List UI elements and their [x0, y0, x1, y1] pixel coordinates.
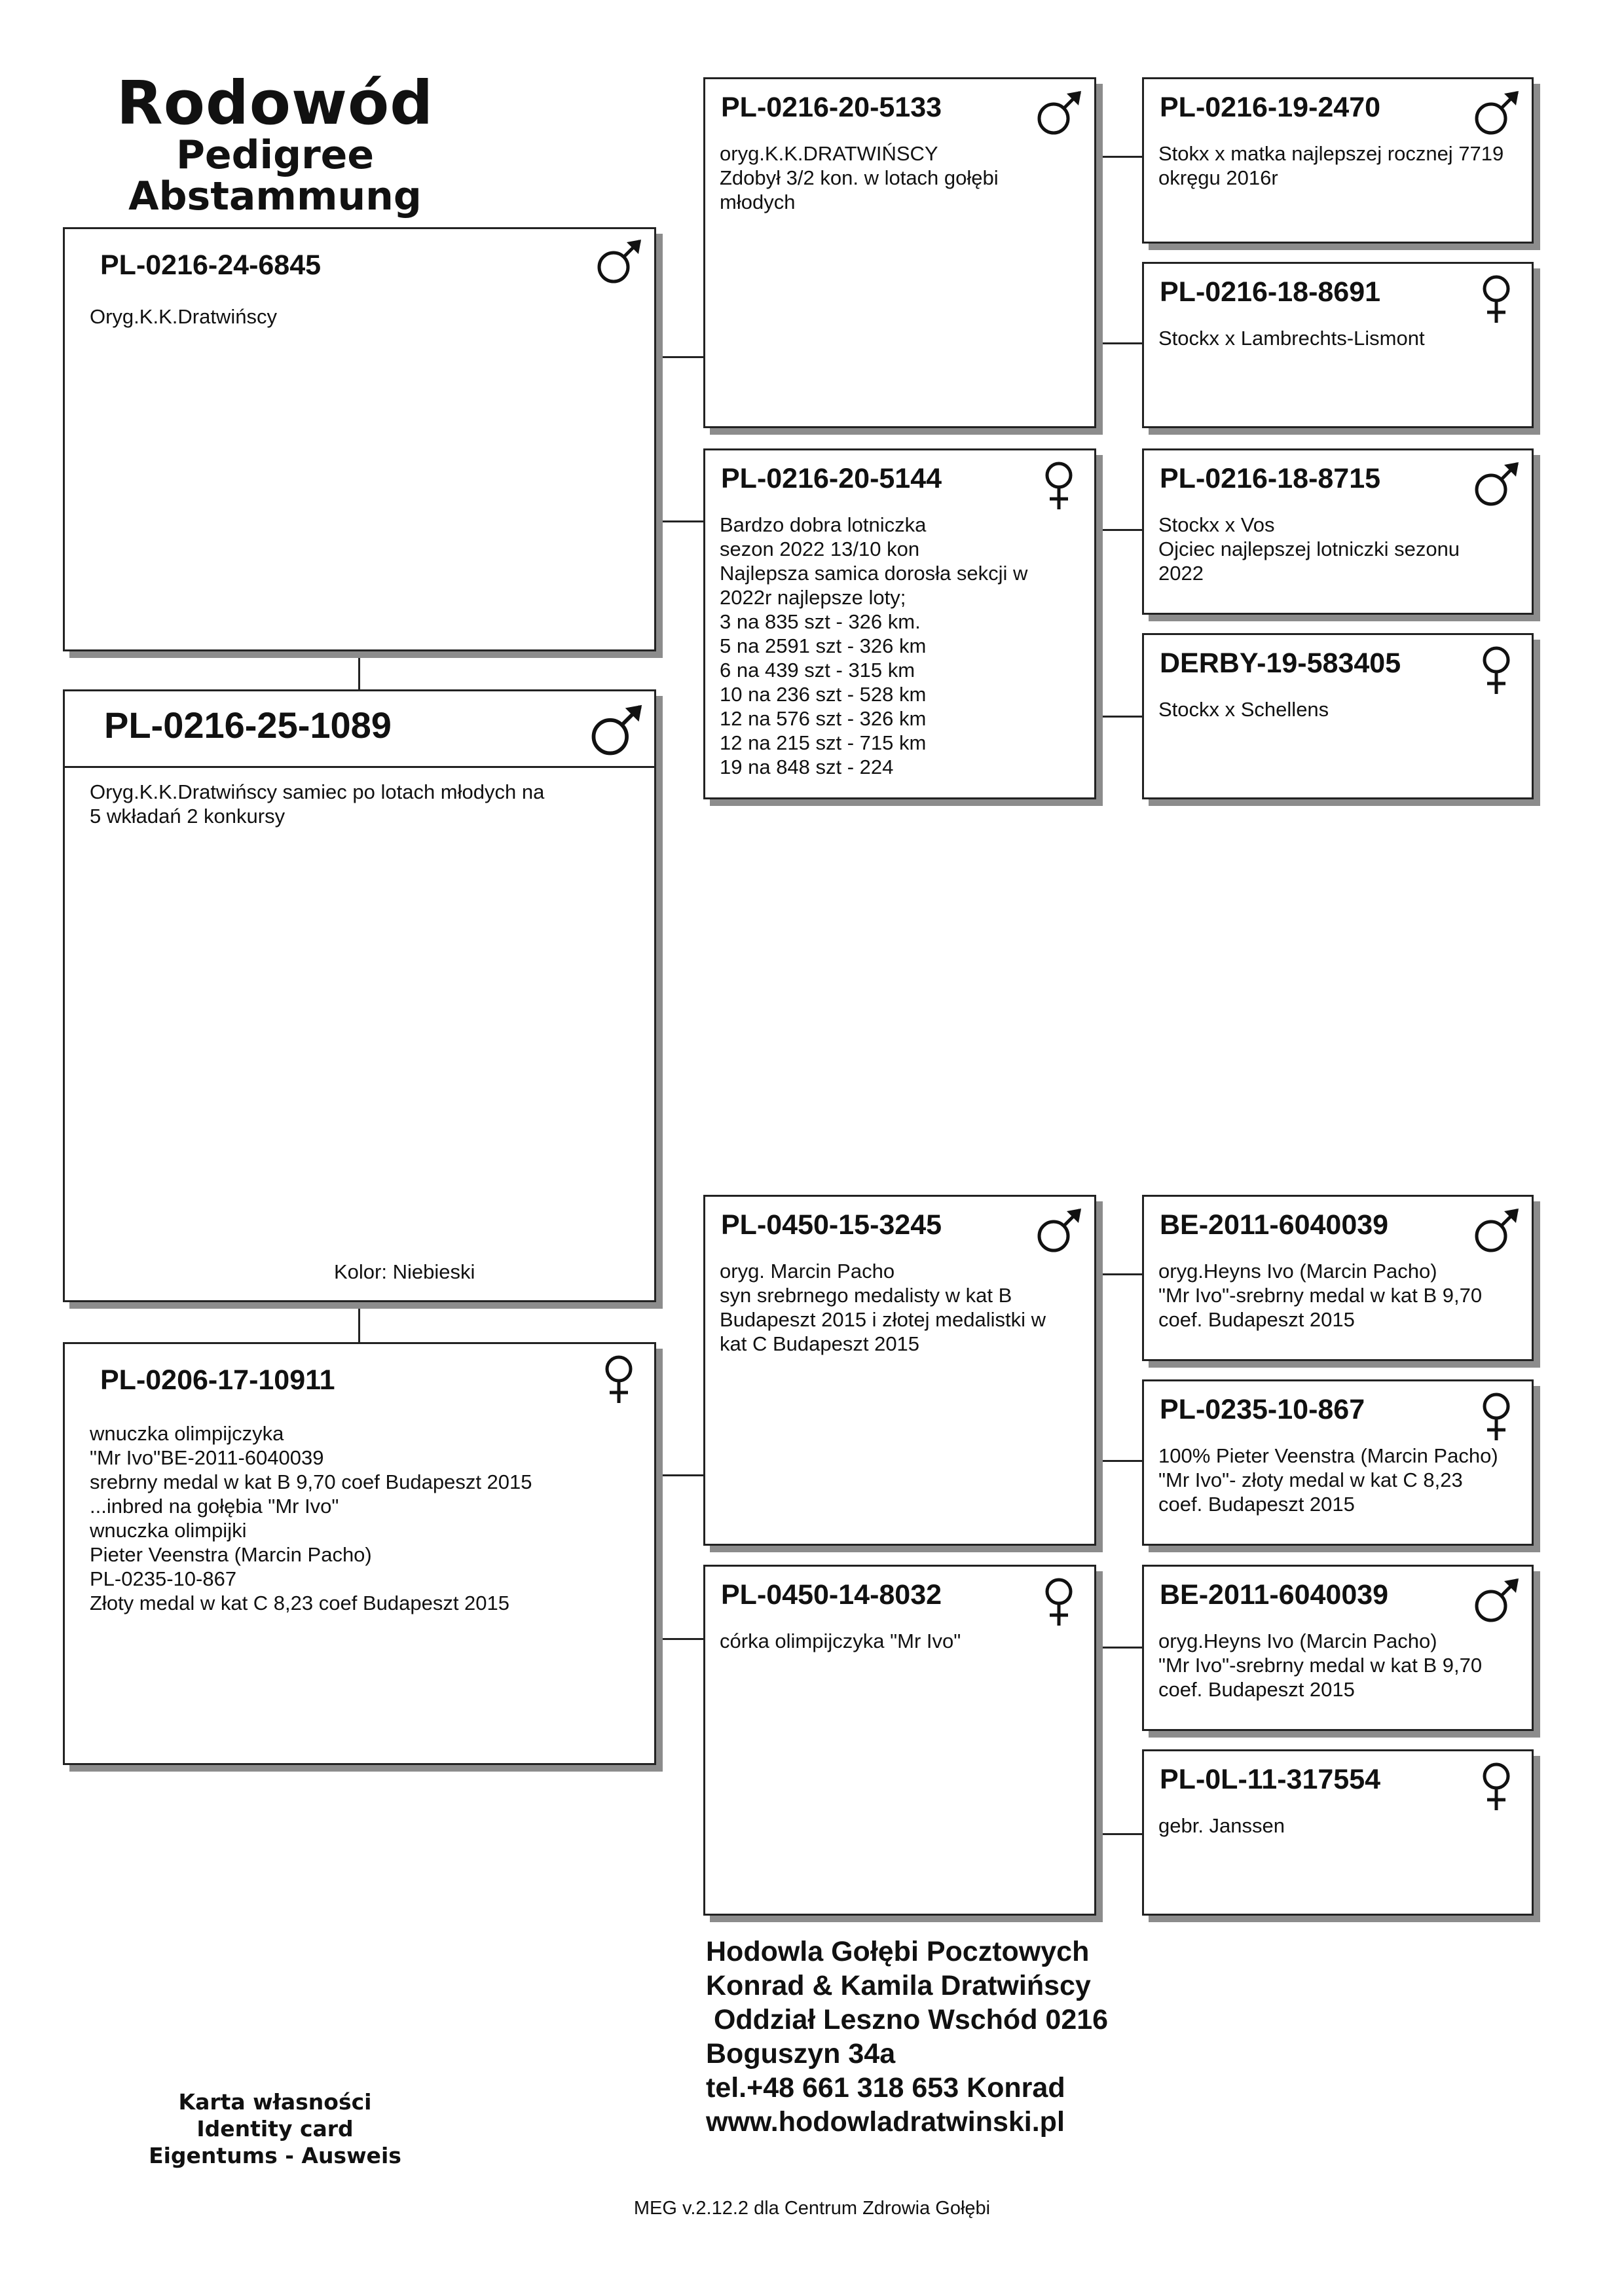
ring-number: BE-2011-6040039 — [1160, 1209, 1389, 1241]
bird-notes: Stockx x Lambrechts-Lismont — [1158, 327, 1425, 350]
male-symbol-icon — [1470, 87, 1522, 139]
bird-notes: oryg.K.K.DRATWIŃSCY Zdobył 3/2 kon. w lotach gołębi młodych — [720, 142, 999, 213]
header-divider — [65, 766, 654, 768]
ring-number: PL-0L-11-317554 — [1160, 1764, 1381, 1795]
great-grandparent-card — [1142, 633, 1534, 799]
ring-number: PL-0216-24-6845 — [100, 249, 322, 281]
connector — [1095, 716, 1142, 718]
ring-number: PL-0216-18-8715 — [1160, 463, 1381, 494]
bird-notes: Stockx x Schellens — [1158, 698, 1329, 721]
female-symbol-icon — [1470, 643, 1522, 695]
connector — [1095, 529, 1142, 531]
connector — [1095, 1647, 1142, 1649]
granddam-paternal-card — [703, 448, 1096, 799]
mother-card — [63, 1342, 656, 1765]
ring-number: PL-0216-20-5133 — [721, 92, 942, 123]
breeder-info: Hodowla Gołębi Pocztowych Konrad & Kamila Dratwińscy Oddział Leszno Wschód 0216 Boguszyn 34a tel.+48 661 318 653 Konrad www.hodowladratwinski.pl — [706, 1936, 1109, 2138]
identity-card-label — [131, 2088, 419, 2169]
bird-notes: gebr. Janssen — [1158, 1814, 1285, 1837]
male-symbol-icon — [1470, 1575, 1522, 1627]
ring-number: PL-0206-17-10911 — [100, 1364, 335, 1396]
grandsire-maternal-card — [703, 1195, 1096, 1546]
ring-number: PL-0450-15-3245 — [721, 1209, 942, 1241]
great-grandparent-card — [1142, 77, 1534, 244]
male-symbol-icon — [1033, 1205, 1085, 1257]
connector — [655, 1638, 703, 1640]
bird-notes: oryg.Heyns Ivo (Marcin Pacho) "Mr Ivo"-srebrny medal w kat B 9,70 coef. Budapeszt 2015 — [1158, 1630, 1483, 1701]
bird-notes: oryg.Heyns Ivo (Marcin Pacho) "Mr Ivo"-srebrny medal w kat B 9,70 coef. Budapeszt 2015 — [1158, 1260, 1483, 1331]
granddam-maternal-card — [703, 1565, 1096, 1916]
female-symbol-icon — [1033, 1575, 1085, 1627]
connector — [1095, 1833, 1142, 1835]
female-symbol-icon — [593, 1352, 645, 1404]
bird-notes: 100% Pieter Veenstra (Marcin Pacho) "Mr Ivo"- złoty medal w kat C 8,23 coef. Budapeszt 2015 — [1158, 1444, 1498, 1516]
great-grandparent-card — [1142, 1749, 1534, 1916]
bird-notes: córka olimpijczyka "Mr Ivo" — [720, 1630, 961, 1652]
bird-notes: Stockx x Vos Ojciec najlepszej lotniczki sezonu 2022 — [1158, 513, 1460, 585]
ring-number: PL-0216-18-8691 — [1160, 276, 1381, 308]
connector — [655, 520, 703, 522]
bird-notes: Oryg.K.K.Dratwińscy samiec po lotach młodych na 5 wkładań 2 konkursy — [90, 780, 545, 828]
ring-number: PL-0450-14-8032 — [721, 1579, 942, 1611]
great-grandparent-card — [1142, 262, 1534, 428]
great-grandparent-card — [1142, 1379, 1534, 1546]
identity-card-german: Eigentums - Ausweis — [149, 2143, 401, 2168]
connector — [655, 1474, 703, 1476]
grandsire-paternal-card — [703, 77, 1096, 428]
connector — [358, 650, 360, 689]
identity-card-english: Identity card — [196, 2116, 354, 2141]
connector — [1095, 1460, 1142, 1462]
title-polish: Rodowód — [116, 68, 434, 138]
connector — [358, 1301, 360, 1342]
male-symbol-icon — [1033, 87, 1085, 139]
bird-notes: Oryg.K.K.Dratwińscy — [90, 305, 277, 328]
female-symbol-icon — [1033, 458, 1085, 511]
connector — [1095, 342, 1142, 344]
male-symbol-icon — [1470, 458, 1522, 511]
ring-number: DERBY-19-583405 — [1160, 647, 1401, 679]
great-grandparent-card — [1142, 1565, 1534, 1731]
bird-notes: Bardzo dobra lotniczka sezon 2022 13/10 kon Najlepsza samica dorosła sekcji w 2022r najlepsze loty; 3 na 835 szt - 326 km. 5 na 2591 szt - 326 km 6 na 439 szt - 315 km 10 na 236 szt - 528 km 12 na 576 szt - 326 km 12 na 215 szt - 715 km 19 na 848 szt - 224 — [720, 513, 1028, 778]
colour-label: Kolor: Niebieski — [334, 1260, 475, 1283]
bird-notes: oryg. Marcin Pacho syn srebrnego medalisty w kat B Budapeszt 2015 i złotej medalistki w kat C Budapeszt 2015 — [720, 1260, 1046, 1355]
ring-number: BE-2011-6040039 — [1160, 1579, 1389, 1611]
identity-card-polish: Karta własności — [178, 2089, 372, 2115]
subject-card — [63, 689, 656, 1302]
female-symbol-icon — [1470, 1759, 1522, 1812]
connector — [1095, 1273, 1142, 1275]
female-symbol-icon — [1470, 272, 1522, 324]
bird-notes: wnuczka olimpijczyka "Mr Ivo"BE-2011-6040039 srebrny medal w kat B 9,70 coef Budapeszt 2015 ...inbred na gołębia "Mr Ivo" wnuczka olimpijki Pieter Veenstra (Marcin Pacho) PL-0235-10-867 Złoty medal w kat C 8,23 coef Budapeszt 2015 — [90, 1422, 532, 1614]
title-german: Abstammung — [128, 173, 422, 219]
ring-number: PL-0235-10-867 — [1160, 1394, 1365, 1425]
male-symbol-icon — [586, 701, 646, 761]
subject-ring-number: PL-0216-25-1089 — [104, 704, 392, 746]
bird-notes: Stokx x matka najlepszej rocznej 7719 okręgu 2016r — [1158, 142, 1504, 189]
title-english: Pedigree — [175, 132, 375, 178]
software-footer: MEG v.2.12.2 dla Centrum Zdrowia Gołębi — [633, 2198, 991, 2219]
female-symbol-icon — [1470, 1389, 1522, 1442]
pedigree-title — [105, 68, 445, 219]
connector — [1095, 156, 1142, 158]
male-symbol-icon — [593, 236, 645, 288]
male-symbol-icon — [1470, 1205, 1522, 1257]
ring-number: PL-0216-19-2470 — [1160, 92, 1381, 123]
connector — [655, 356, 703, 358]
ring-number: PL-0216-20-5144 — [721, 463, 942, 494]
great-grandparent-card — [1142, 448, 1534, 615]
father-card — [63, 227, 656, 651]
great-grandparent-card — [1142, 1195, 1534, 1361]
